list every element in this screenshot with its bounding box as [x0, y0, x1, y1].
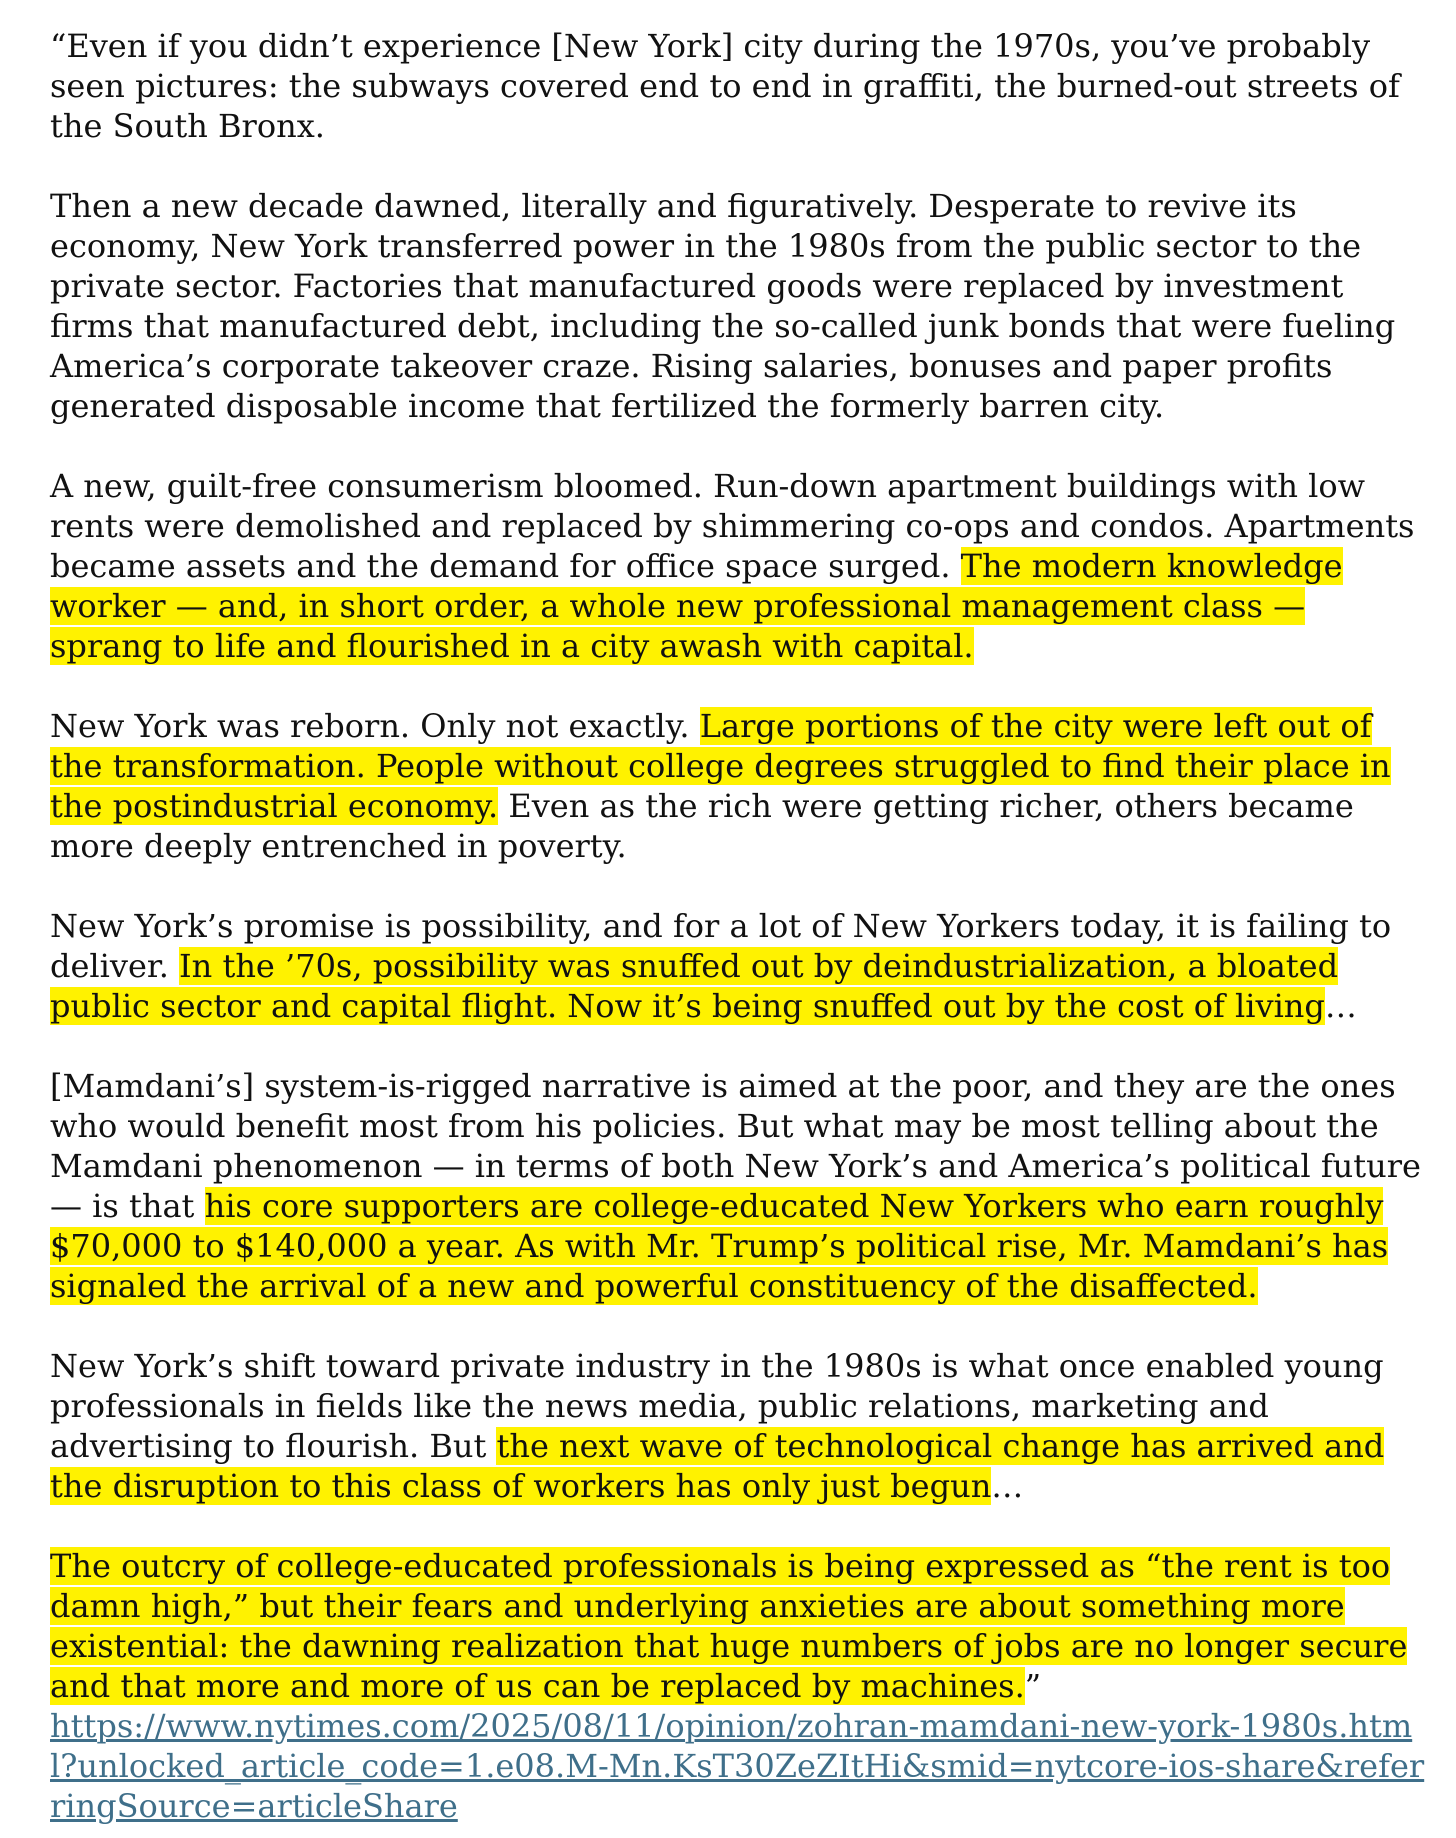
highlighted-text: the next wave of technological change has arrived and the disruption to this class of workers has only just begun: [50, 1427, 1385, 1505]
highlighted-text: The outcry of college-educated professionals is being expressed as “the rent is too damn high,” but their fears and underlying anxieties are about something more existential: the dawning realization that huge numbers of jobs are no longer secure and that more and more of us can be replaced by machines.: [50, 1547, 1408, 1705]
body-text: ”: [1024, 1667, 1042, 1705]
body-text: “Even if you didn’t experience [New York] city during the 1970s, you’ve probably seen pictures: the subways covered end to end in graffiti, the burned-out streets of the South Bronx.: [50, 27, 1400, 145]
body-text: Then a new decade dawned, literally and figuratively. Desperate to revive its economy, New York transferred power in the 1980s from the public sector to the private sector. Factories that manufactured goods were replaced by investment firms that manufactured debt, including the so-called junk bonds that were fueling America’s corporate takeover craze. Rising salaries, bonuses and paper profits generated disposable income that fertilized the formerly barren city.: [50, 187, 1396, 425]
body-text: New York’s promise is possibility, and for a lot of New Yorkers today, it is failing to deliver.: [50, 907, 1392, 985]
highlighted-text: his core supporters are college-educated New Yorkers who earn roughly $70,000 to $140,000 a year. As with Mr. Trump’s political rise, Mr. Mamdani’s has signaled the arrival of a new and powerful constituency of the disaffected.: [50, 1187, 1389, 1305]
paragraph-1: [50, 26, 1426, 146]
highlighted-text: The modern knowledge worker — and, in short order, a whole new professional management class — sprang to life and flourished in a city awash with capital.: [50, 547, 1343, 665]
body-text: Even as the rich were getting richer, others became more deeply entrenched in poverty.: [50, 787, 1354, 865]
paragraph-8: [50, 1546, 1426, 1706]
paragraph-5: [50, 906, 1426, 1026]
source-link[interactable]: https://www.nytimes.com/2025/08/11/opinion/zohran-mamdani-new-york-1980s.html?unlocked_article_code=1.e08.M-Mn.KsT30ZeZItHi&smid=nytcore-ios-share&referringSource=articleShare: [50, 1707, 1425, 1825]
body-text: New York’s shift toward private industry in the 1980s is what once enabled young professionals in fields like the news media, public relations, marketing and advertising to flourish. But: [50, 1347, 1384, 1465]
paragraph-2: [50, 186, 1426, 426]
body-text: A new, guilt-free consumerism bloomed. Run-down apartment buildings with low rents were demolished and replaced by shimmering co-ops and condos. Apartments became assets and the demand for office space surged.: [50, 467, 1415, 585]
body-text: …: [1324, 987, 1357, 1025]
highlighted-text: In the ’70s, possibility was snuffed out by deindustrialization, a bloated public sector and capital flight. Now it’s being snuffed out by the cost of living: [50, 947, 1339, 1025]
paragraph-4: [50, 706, 1426, 866]
paragraph-6: [50, 1066, 1426, 1306]
paragraph-3: [50, 466, 1426, 666]
body-text: …: [991, 1467, 1024, 1505]
article-body: [50, 26, 1426, 1706]
body-text: New York was reborn. Only not exactly.: [50, 707, 700, 745]
body-text: [Mamdani’s] system-is-rigged narrative is aimed at the poor, and they are the ones who would benefit most from his policies. But what may be most telling about the Mamdani phenomenon — in terms of both New York’s and America’s political future — is that: [50, 1067, 1421, 1225]
paragraph-7: [50, 1346, 1426, 1506]
highlighted-text: Large portions of the city were left out of the transformation. People without college degrees struggled to find their place in the postindustrial economy.: [50, 707, 1391, 825]
